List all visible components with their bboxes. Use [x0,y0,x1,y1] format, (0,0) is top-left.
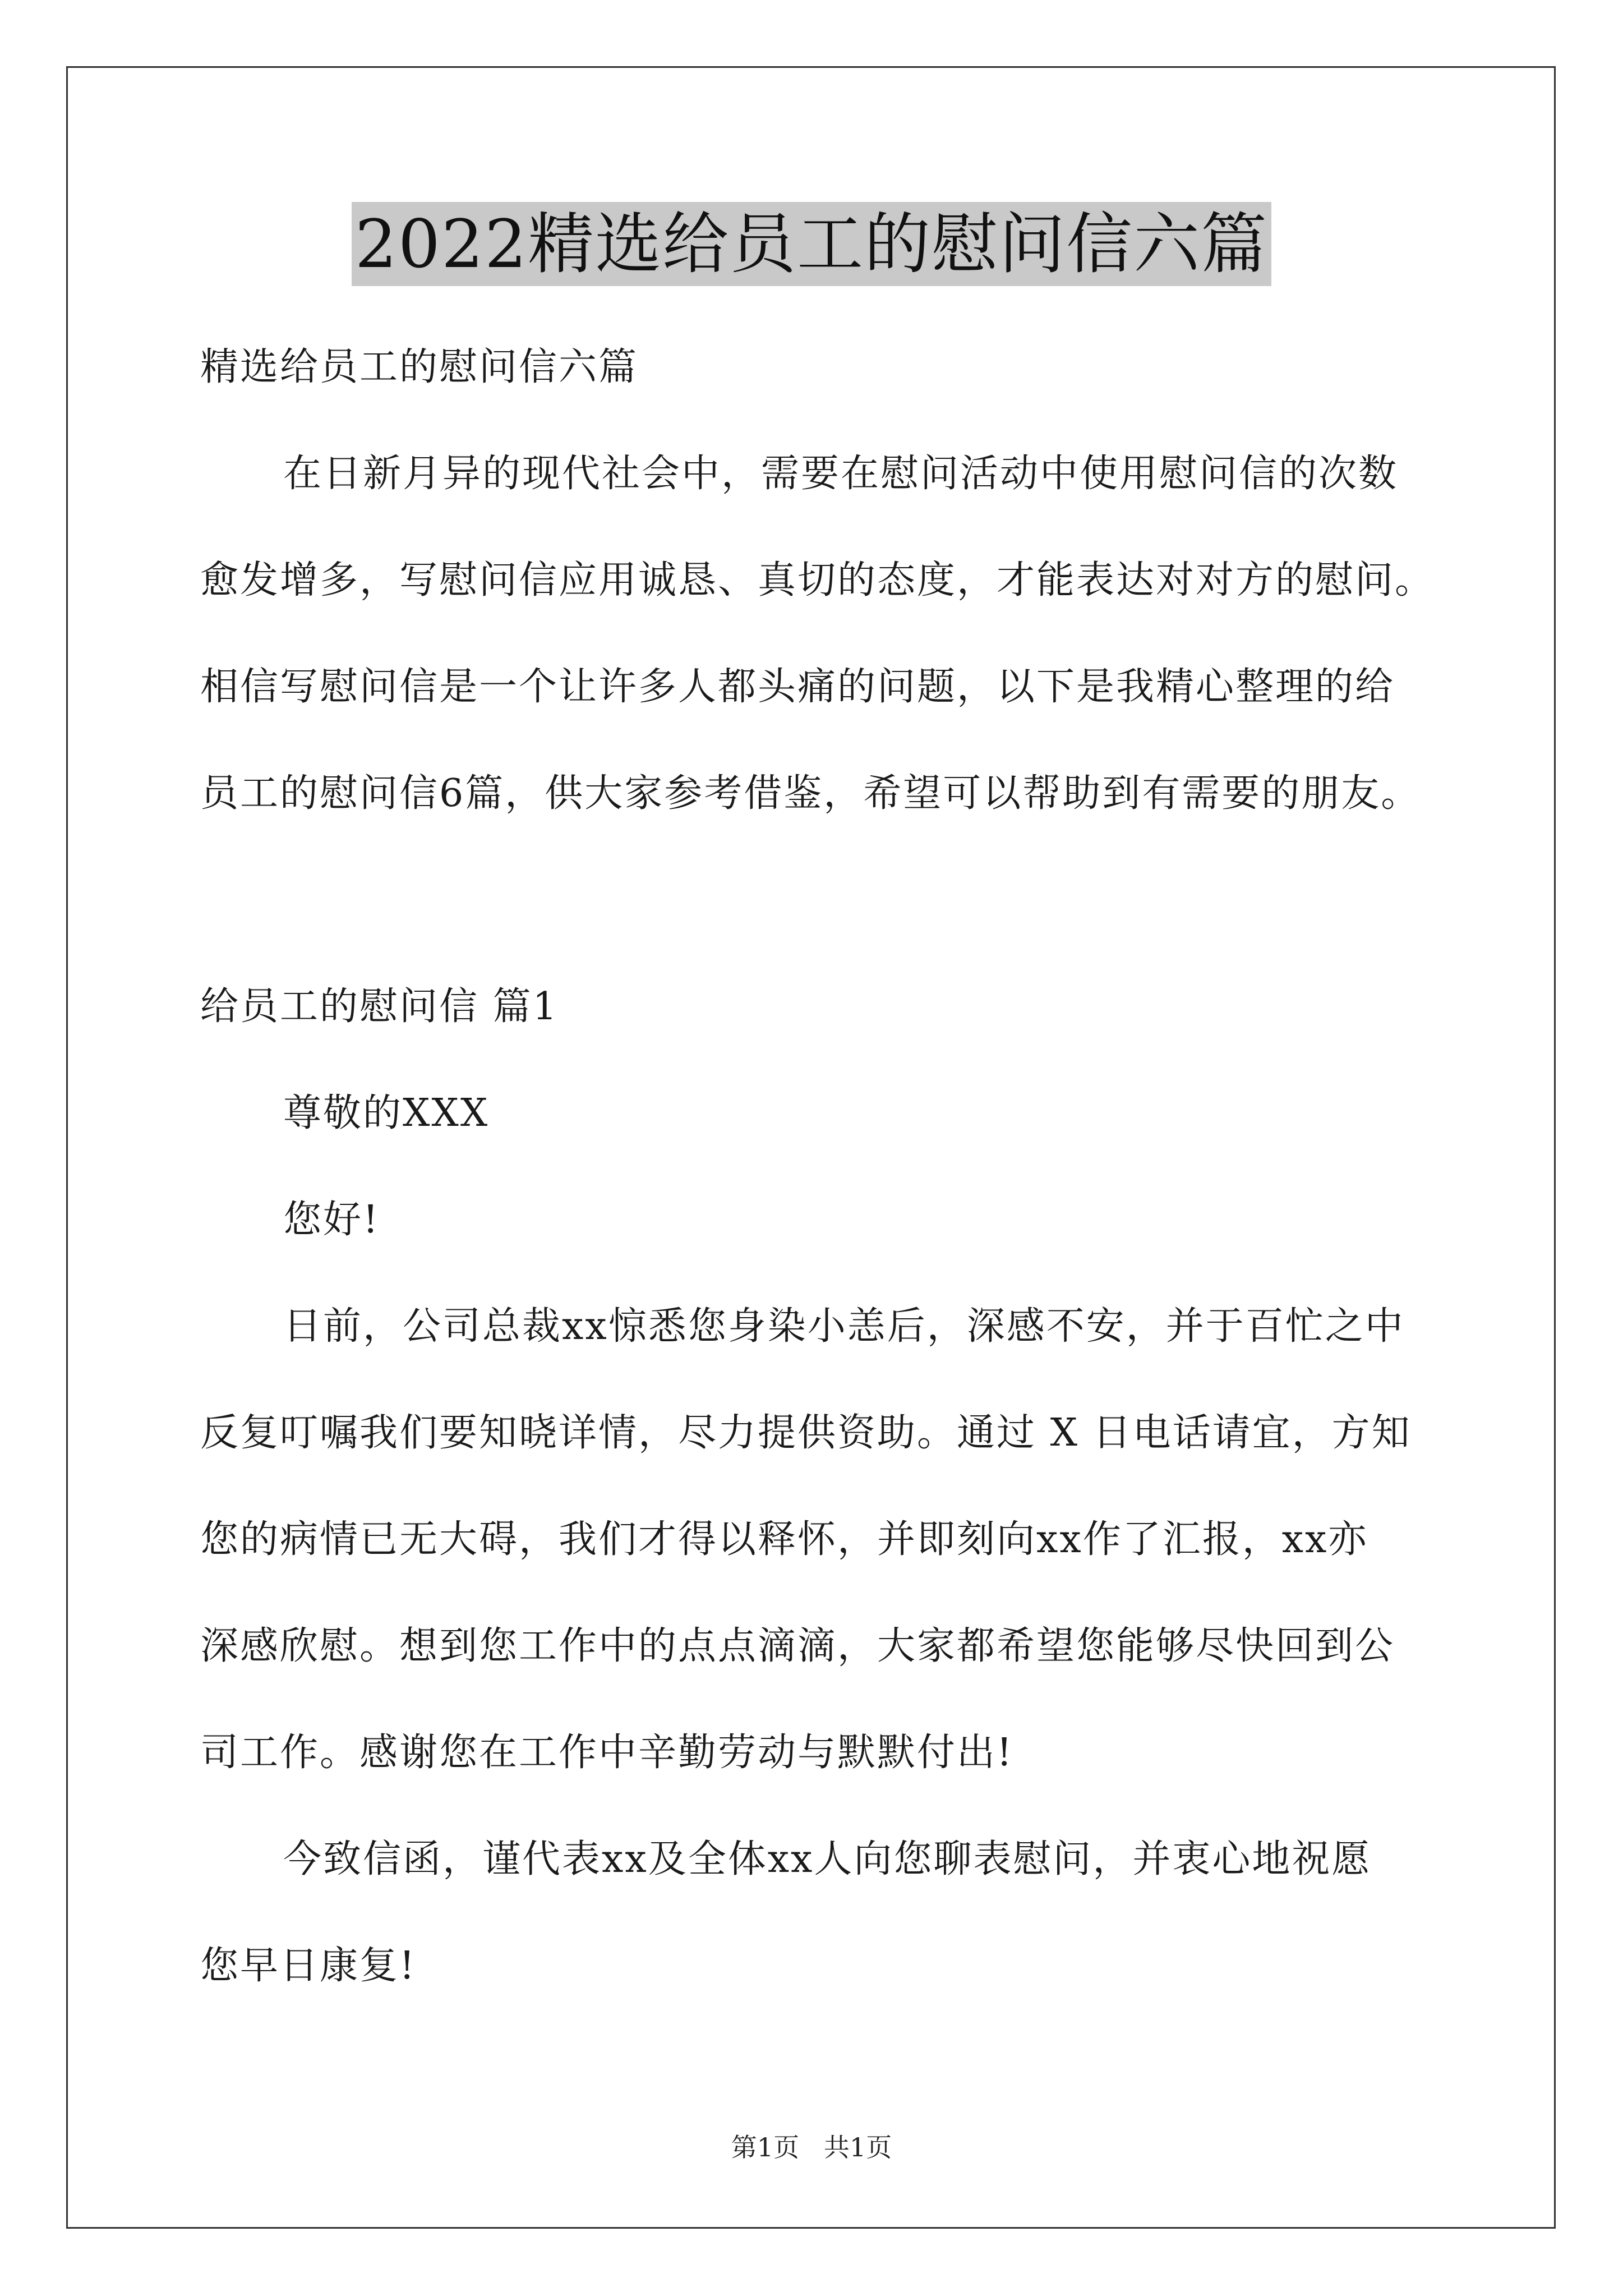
title-container [0,202,1623,286]
body-line-5: 司工作。感谢您在工作中辛勤劳动与默默付出! [200,1731,1014,1775]
salutation: 尊敬的XXX [283,1091,490,1135]
intro-line-3: 相信写慰问信是一个让许多人都头痛的问题，以下是我精心整理的给 [200,665,1395,709]
greeting: 您好! [283,1198,380,1242]
body-line-3: 您的病情已无大碍，我们才得以释怀，并即刻向xx作了汇报，xx亦 [200,1517,1368,1562]
closing-line-1: 今致信函，谨代表xx及全体xx人向您聊表慰问，并衷心地祝愿 [283,1837,1372,1881]
body-line-1: 日前，公司总裁xx惊悉您身染小恙后，深感不安，并于百忙之中 [283,1304,1405,1349]
intro-line-4: 员工的慰问信6篇，供大家参考借鉴，希望可以帮助到有需要的朋友。 [200,771,1421,816]
intro-line-1: 在日新月异的现代社会中，需要在慰问活动中使用慰问信的次数 [283,452,1399,496]
intro-line-2: 愈发增多，写慰问信应用诚恳、真切的态度，才能表达对对方的慰问。 [200,558,1435,602]
body-line-4: 深感欣慰。想到您工作中的点点滴滴，大家都希望您能够尽快回到公 [200,1624,1395,1668]
page-footer [0,2131,1623,2164]
document-title: 2022精选给员工的慰问信六篇 [352,202,1271,286]
paragraph-gap [200,847,1434,954]
page-number: 第1页 共1页 [731,2132,892,2162]
document-subtitle: 精选给员工的慰问信六篇 [200,345,639,389]
closing-line-2: 您早日康复! [200,1944,417,1988]
section-heading: 给员工的慰问信 篇1 [200,984,559,1029]
document-body [200,314,1434,2019]
body-line-2: 反复叮嘱我们要知晓详情，尽力提供资助。通过 X 日电话请宜，方知 [200,1411,1412,1455]
